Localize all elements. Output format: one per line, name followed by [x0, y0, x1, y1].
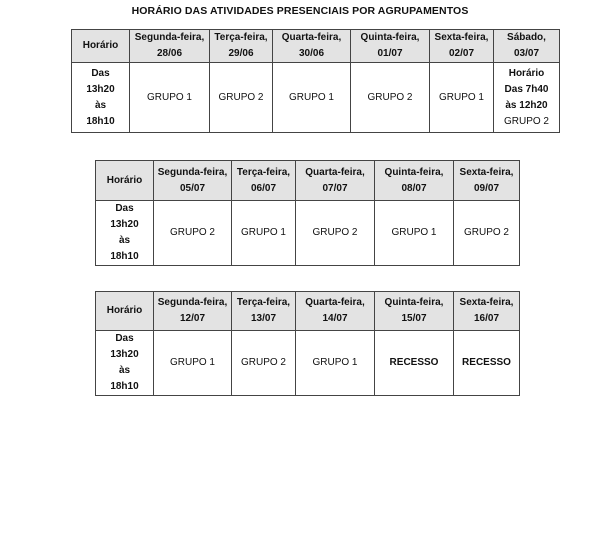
- header-cell: Quinta-feira, 15/07: [375, 292, 454, 331]
- recess-cell: RECESSO: [375, 331, 454, 396]
- document-title: HORÁRIO DAS ATIVIDADES PRESENCIAIS POR AGRUPAMENTOS: [131, 5, 469, 17]
- header-cell: Terça-feira, 29/06: [210, 30, 273, 63]
- group-cell: GRUPO 2: [351, 63, 430, 133]
- group-cell: GRUPO 1: [430, 63, 494, 133]
- group-cell: GRUPO 2: [232, 331, 296, 396]
- schedule-table-week-3: [95, 291, 520, 396]
- schedule-table-week-1: [71, 29, 560, 133]
- schedule-table-week-2: [95, 160, 520, 266]
- header-cell: Quarta-feira, 07/07: [296, 161, 375, 201]
- header-cell: Segunda-feira, 05/07: [154, 161, 232, 201]
- recess-cell: RECESSO: [454, 331, 520, 396]
- group-cell: GRUPO 2: [296, 201, 375, 266]
- header-row: [96, 292, 520, 331]
- table-row: [72, 63, 560, 133]
- group-cell: GRUPO 1: [130, 63, 210, 133]
- time-cell: Das 13h20 às 18h10: [72, 63, 130, 133]
- saturday-cell: Horário Das 7h40 às 12h20 GRUPO 2: [494, 63, 560, 133]
- time-cell: Das 13h20 às 18h10: [96, 201, 154, 266]
- header-cell: Terça-feira, 13/07: [232, 292, 296, 331]
- header-cell: Sexta-feira, 02/07: [430, 30, 494, 63]
- header-cell: Sexta-feira, 16/07: [454, 292, 520, 331]
- group-cell: GRUPO 2: [210, 63, 273, 133]
- group-cell: GRUPO 1: [296, 331, 375, 396]
- header-row: [72, 30, 560, 63]
- header-row: [96, 161, 520, 201]
- time-cell: Das 13h20 às 18h10: [96, 331, 154, 396]
- group-cell: GRUPO 1: [273, 63, 351, 133]
- table-row: [96, 201, 520, 266]
- group-cell: GRUPO 2: [154, 201, 232, 266]
- table-row: [96, 331, 520, 396]
- group-cell: GRUPO 2: [454, 201, 520, 266]
- header-cell: Quinta-feira, 01/07: [351, 30, 430, 63]
- group-cell: GRUPO 1: [375, 201, 454, 266]
- header-cell: Sexta-feira, 09/07: [454, 161, 520, 201]
- header-cell: Terça-feira, 06/07: [232, 161, 296, 201]
- header-cell: Horário: [96, 292, 154, 331]
- group-cell: GRUPO 1: [232, 201, 296, 266]
- header-cell: Sábado, 03/07: [494, 30, 560, 63]
- header-cell: Horário: [96, 161, 154, 201]
- header-cell: Segunda-feira, 28/06: [130, 30, 210, 63]
- group-cell: GRUPO 1: [154, 331, 232, 396]
- header-cell: Segunda-feira, 12/07: [154, 292, 232, 331]
- header-cell: Quinta-feira, 08/07: [375, 161, 454, 201]
- header-cell: Horário: [72, 30, 130, 63]
- header-cell: Quarta-feira, 30/06: [273, 30, 351, 63]
- header-cell: Quarta-feira, 14/07: [296, 292, 375, 331]
